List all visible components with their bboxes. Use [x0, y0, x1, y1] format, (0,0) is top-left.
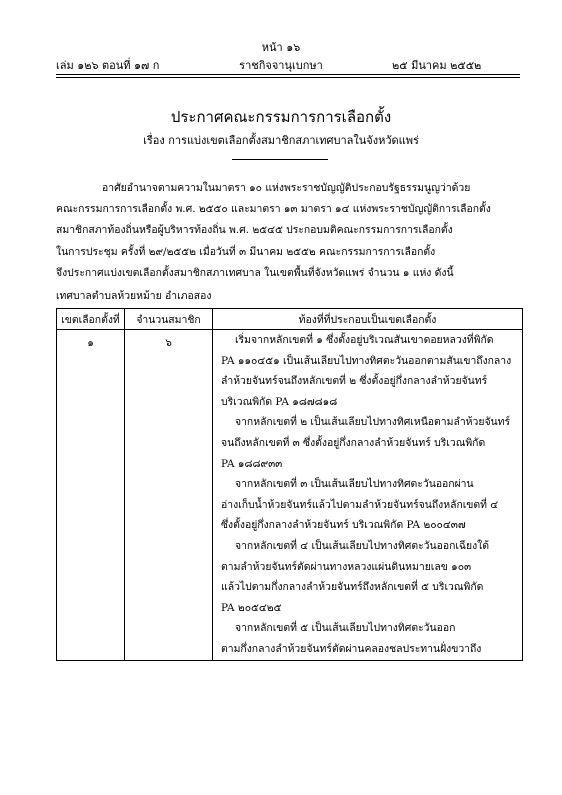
electoral-district-table — [56, 308, 523, 661]
publication-date: ๒๕ มีนาคม ๒๕๕๒ — [392, 59, 482, 72]
publication-name: ราชกิจจานุเบกษา — [239, 59, 323, 72]
title-divider — [232, 159, 328, 160]
table-header-row — [57, 309, 523, 330]
boundary-line: จากหลักเขตที่ ๒ เป็นเส้นเลียบไปทางทิศเหนือตามลำห้วยจันทร์ — [235, 416, 511, 429]
boundary-line: PA ๑๘๘๙๓๓ — [221, 457, 283, 470]
boundary-line: ตามลำห้วยจันทร์ตัดผ่านทางหลวงแผ่นดินหมายเลข ๑๐๓ — [221, 560, 472, 573]
table-row — [57, 330, 523, 661]
column-header-district: เขตเลือกตั้งที่ — [57, 309, 125, 330]
header-rule-top — [56, 74, 520, 75]
intro-line: อาศัยอำนาจตามความในมาตรา ๑๐ แห่งพระราชบัญญัติประกอบรัฐธรรมนูญว่าด้วย — [102, 182, 471, 194]
column-header-area: ท้องที่ที่ประกอบเป็นเขตเลือกตั้ง — [213, 309, 523, 330]
intro-line: สมาชิกสภาท้องถิ่นหรือผู้บริหารท้องถิ่น พ.ศ. ๒๕๔๕ ประกอบมติคณะกรรมการการเลือกตั้ง — [56, 224, 453, 237]
boundary-line: บริเวณพิกัด PA ๑๘๗๘๑๘ — [221, 395, 338, 408]
column-header-members: จำนวนสมาชิก — [125, 309, 213, 330]
boundary-line: จนถึงหลักเขตที่ ๓ ซึ่งตั้งอยู่กึ่งกลางลำห้วยจันทร์ บริเวณพิกัด — [221, 436, 486, 449]
boundary-line: จากหลักเขตที่ ๔ เป็นเส้นเลียบไปทางทิศตะวันออกเฉียงใต้ — [235, 539, 489, 552]
intro-line: คณะกรรมการการเลือกตั้ง พ.ศ. ๒๕๕๐ และมาตรา ๑๓ มาตรา ๑๔ แห่งพระราชบัญญัติการเลือกตั้ง — [56, 203, 491, 216]
member-count: ๖ — [125, 330, 213, 661]
header-rule-bottom — [56, 77, 520, 78]
boundary-line: แล้วไปตามกึ่งกลางลำห้วยจันทร์ถึงหลักเขตที่ ๕ บริเวณพิกัด — [221, 581, 484, 594]
announcement-title: ประกาศคณะกรรมการการเลือกตั้ง — [170, 108, 392, 126]
announcement-subject: เรื่อง การแบ่งเขตเลือกตั้งสมาชิกสภาเทศบาลในจังหวัดแพร่ — [143, 134, 419, 147]
area-description — [213, 330, 523, 661]
boundary-line: จากหลักเขตที่ ๓ เป็นเส้นเลียบไปทางทิศตะวันออกผ่าน — [235, 478, 474, 491]
boundary-line: ตามกึ่งกลางลำห้วยจันทร์ตัดผ่านคลองชลประทานฝั่งขวาถึง — [221, 642, 482, 655]
volume-issue: เล่ม ๑๒๖ ตอนที่ ๑๗ ก — [56, 59, 160, 72]
intro-paragraph — [56, 178, 520, 284]
page-number: หน้า ๑๖ — [261, 41, 301, 54]
intro-line: ในการประชุม ครั้งที่ ๒๙/๒๕๕๒ เมื่อวันที่ ๓ มีนาคม ๒๕๕๒ คณะกรรมการการเลือกตั้ง — [56, 245, 436, 258]
intro-line: จึงประกาศแบ่งเขตเลือกตั้งสมาชิกสภาเทศบาล ในเขตพื้นที่จังหวัดแพร่ จำนวน ๑ แห่ง ดังนี้ — [56, 266, 454, 279]
boundary-line: ซึ่งตั้งอยู่กึ่งกลางลำห้วยจันทร์ บริเวณพิกัด PA ๒๐๐๔๓๗ — [221, 519, 466, 532]
boundary-line: เริ่มจากหลักเขตที่ ๑ ซึ่งตั้งอยู่บริเวณสันเขาดอยหลวงที่พิกัด — [235, 334, 494, 346]
boundary-line: PA ๑๑๐๔๕๑ เป็นเส้นเลียบไปทางทิศตะวันออกตามสันเขาถึงกลาง — [221, 354, 512, 367]
boundary-line: จากหลักเขตที่ ๕ เป็นเส้นเลียบไปทางทิศตะวันออก — [235, 622, 456, 635]
boundary-line: ลำห้วยจันทร์จนถึงหลักเขตที่ ๒ ซึ่งตั้งอยู่กึ่งกลางลำห้วยจันทร์ — [221, 375, 488, 388]
municipality-name: เทศบาลตำบลห้วยหม้าย อำเภอสอง — [56, 290, 212, 302]
district-number: ๑ — [57, 330, 125, 661]
boundary-line: PA ๒๐๕๔๒๕ — [221, 601, 282, 614]
boundary-line: อ่างเก็บน้ำห้วยจันทร์แล้วไปตามลำห้วยจันทร์จนถึงหลักเขตที่ ๔ — [221, 498, 499, 511]
